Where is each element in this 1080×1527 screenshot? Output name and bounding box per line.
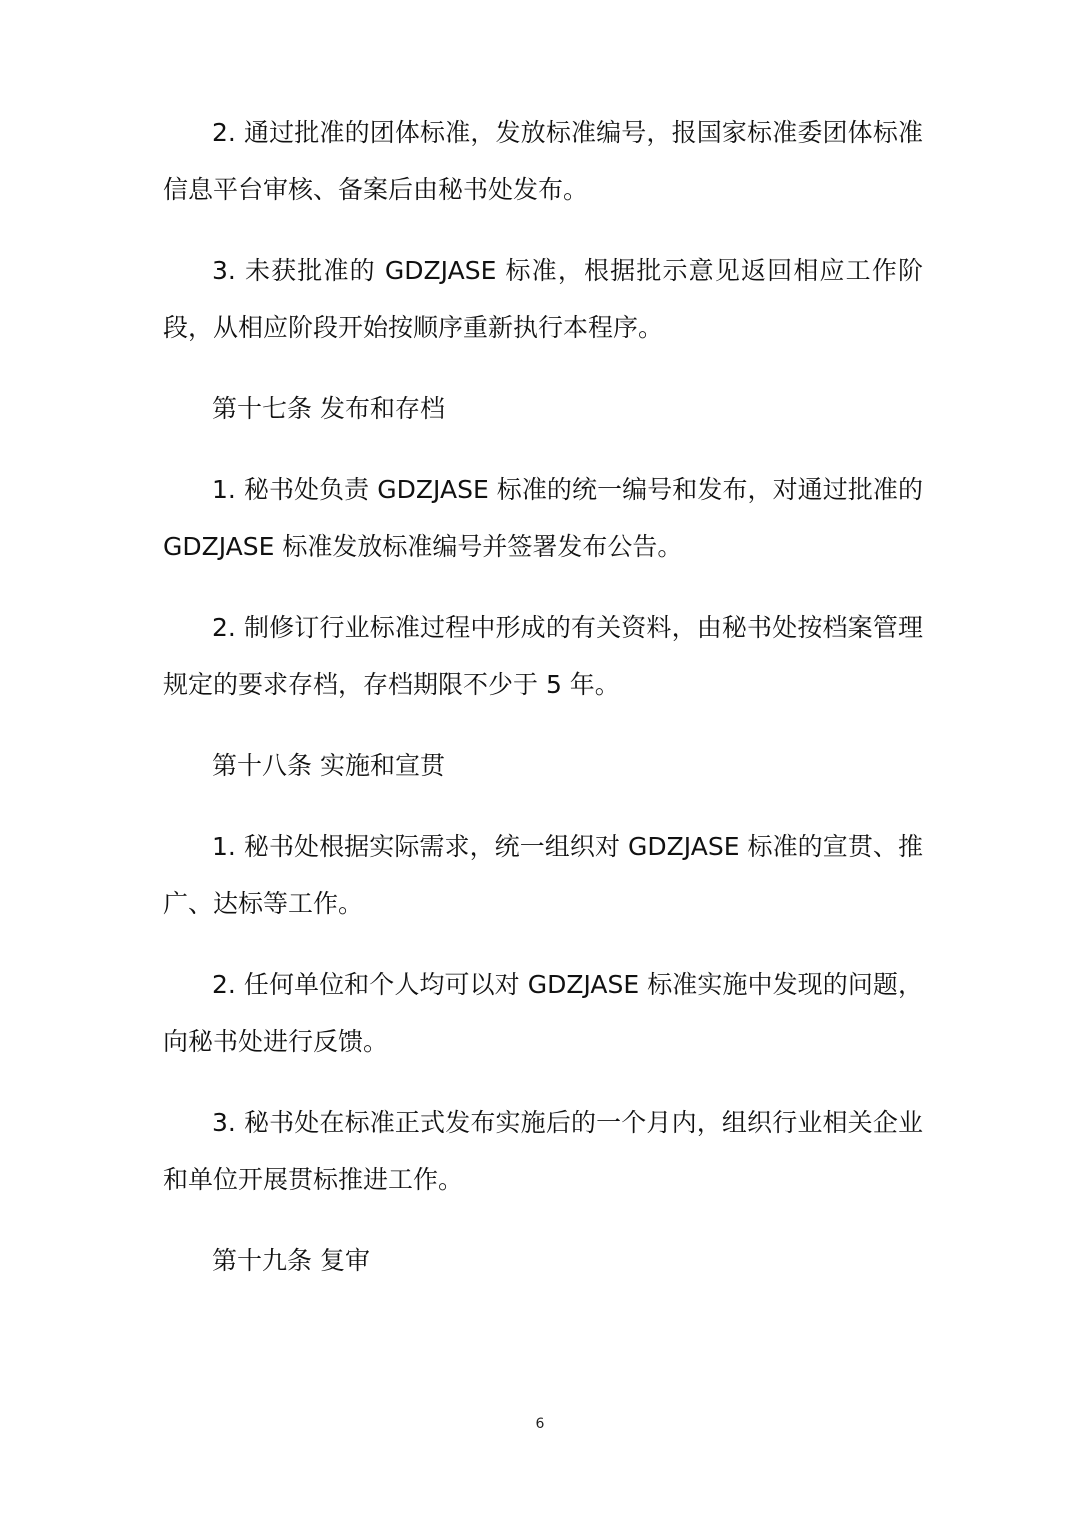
paragraph-archive-requirements: 2. 制修订行业标准过程中形成的有关资料，由秘书处按档案管理规定的要求存档，存档期限不少于 5 年。 xyxy=(163,613,923,699)
article-19-heading: 第十九条 复审 xyxy=(212,1246,370,1275)
paragraph-feedback: 2. 任何单位和个人均可以对 GDZJASE 标准实施中发现的问题，向秘书处进行反馈。 xyxy=(163,970,923,1056)
paragraph-implementation-push: 3. 秘书处在标准正式发布实施后的一个月内，组织行业相关企业和单位开展贯标推进工作。 xyxy=(163,1108,923,1194)
document-body xyxy=(163,104,923,1313)
paragraph-secretariat-numbering-release: 1. 秘书处负责 GDZJASE 标准的统一编号和发布，对通过批准的 GDZJASE 标准发放标准编号并签署发布公告。 xyxy=(163,475,923,561)
page-number: 6 xyxy=(535,1416,545,1432)
article-18-heading: 第十八条 实施和宣贯 xyxy=(212,751,445,780)
article-17-heading: 第十七条 发布和存档 xyxy=(212,394,445,423)
paragraph-unapproved-standard-return: 3. 未获批准的 GDZJASE 标准，根据批示意见返回相应工作阶段，从相应阶段开始按顺序重新执行本程序。 xyxy=(163,256,923,342)
paragraph-approved-standard-numbering: 2. 通过批准的团体标准，发放标准编号，报国家标准委团体标准信息平台审核、备案后由秘书处发布。 xyxy=(163,118,923,204)
paragraph-promotion-organization: 1. 秘书处根据实际需求，统一组织对 GDZJASE 标准的宣贯、推广、达标等工作。 xyxy=(163,832,923,918)
